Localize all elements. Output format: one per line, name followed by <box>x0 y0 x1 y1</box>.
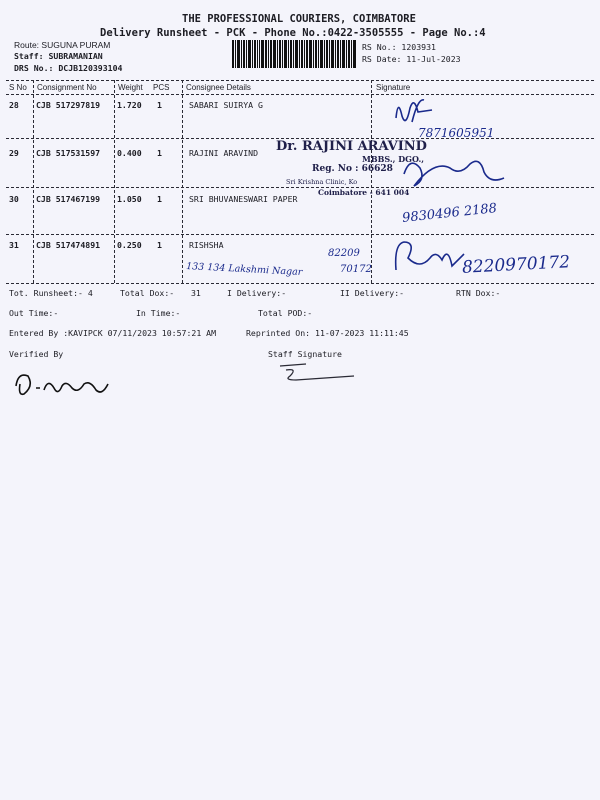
staff-signature-label: Staff Signature <box>268 349 342 359</box>
handwritten-note: 70172 <box>340 264 372 275</box>
signature-scribble <box>388 88 448 138</box>
handwritten-phone: 7871605951 <box>418 126 495 140</box>
handwritten-note: 82209 <box>328 248 360 259</box>
total-dox-value: 31 <box>191 288 201 298</box>
i-delivery-label: I Delivery:- <box>227 288 287 298</box>
drs-number: DRS No.: DCJB120393104 <box>14 63 123 73</box>
column-divider <box>114 80 115 283</box>
row-sno: 28 <box>9 100 19 110</box>
stamp-degree: MBBS., DGO., <box>362 154 425 164</box>
row-consignee: RAJINI ARAVIND <box>189 148 259 158</box>
row-consignment: CJB 517531597 <box>36 148 101 158</box>
entered-by: Entered By :KAVIPCK 07/11/2023 10:57:21 AM <box>9 328 217 338</box>
column-divider <box>371 80 372 283</box>
out-time-label: Out Time:- <box>9 308 59 318</box>
barcode <box>232 40 356 68</box>
in-time-label: In Time:- <box>136 308 181 318</box>
company-name: THE PROFESSIONAL COURIERS, COIMBATORE <box>182 13 416 25</box>
row-sno: 31 <box>9 240 19 250</box>
runsheet-title: Delivery Runsheet - PCK - Phone No.:0422-3505555 - Page No.:4 <box>100 27 486 39</box>
row-consignee: SABARI SUIRYA G <box>189 100 263 110</box>
signature-scribble <box>390 236 470 276</box>
stamp-reg-no: Reg. No : 66628 <box>312 164 393 174</box>
handwritten-phone: 8220970172 <box>461 252 571 278</box>
column-divider <box>33 80 34 283</box>
rs-number: RS No.: 1203931 <box>362 42 436 52</box>
row-consignee: RISHSHA <box>189 240 224 250</box>
staff-signature-scribble <box>276 358 366 384</box>
row-weight: 0.400 <box>117 148 142 158</box>
stamp-doctor-name: Dr. RAJINI ARAVIND <box>276 139 427 154</box>
table-top-rule <box>6 80 594 81</box>
verified-signature <box>10 366 120 402</box>
table-header-rule <box>6 94 594 95</box>
row-consignment: CJB 517467199 <box>36 194 101 204</box>
signature-scribble <box>400 150 510 190</box>
col-header-consignee: Consignee Details <box>186 83 251 92</box>
reprinted-on: Reprinted On: 11-07-2023 11:11:45 <box>246 328 409 338</box>
table-bottom-rule <box>6 283 594 284</box>
row-pcs: 1 <box>157 194 162 204</box>
row-weight: 0.250 <box>117 240 142 250</box>
row-sno: 30 <box>9 194 19 204</box>
row-consignment: CJB 517474891 <box>36 240 101 250</box>
total-dox-label: Total Dox:- <box>120 288 175 298</box>
col-header-pcs: PCS <box>153 83 170 92</box>
col-header-weight: Weight <box>118 83 143 92</box>
total-pod-label: Total POD:- <box>258 308 313 318</box>
stamp-clinic: Sri Krishna Clinic, Ko <box>286 178 358 186</box>
row-rule <box>6 234 594 235</box>
row-sno: 29 <box>9 148 19 158</box>
handwritten-address: 133 134 Lakshmi Nagar <box>185 260 303 279</box>
row-pcs: 1 <box>157 240 162 250</box>
handwritten-phone: 9830496 2188 <box>401 201 498 226</box>
row-consignment: CJB 517297819 <box>36 100 101 110</box>
row-pcs: 1 <box>157 100 162 110</box>
row-weight: 1.050 <box>117 194 142 204</box>
route-label: Route: SUGUNA PURAM <box>14 40 111 50</box>
rs-date: RS Date: 11-Jul-2023 <box>362 54 461 64</box>
column-divider <box>182 80 183 283</box>
col-header-signature: Signature <box>376 83 411 92</box>
staff-label: Staff: SUBRAMANIAN <box>14 51 103 61</box>
total-runsheet: Tot. Runsheet:- 4 <box>9 288 93 298</box>
col-header-sno: S No <box>9 83 27 92</box>
ii-delivery-label: II Delivery:- <box>340 288 405 298</box>
row-weight: 1.720 <box>117 100 142 110</box>
row-pcs: 1 <box>157 148 162 158</box>
row-consignee: SRI BHUVANESWARI PAPER <box>189 194 298 204</box>
verified-by-label: Verified By <box>9 349 64 359</box>
rtn-dox-label: RTN Dox:- <box>456 288 501 298</box>
col-header-consignment: Consignment No <box>37 83 97 92</box>
stamp-city: Coimbatore - 641 004 <box>318 188 410 197</box>
